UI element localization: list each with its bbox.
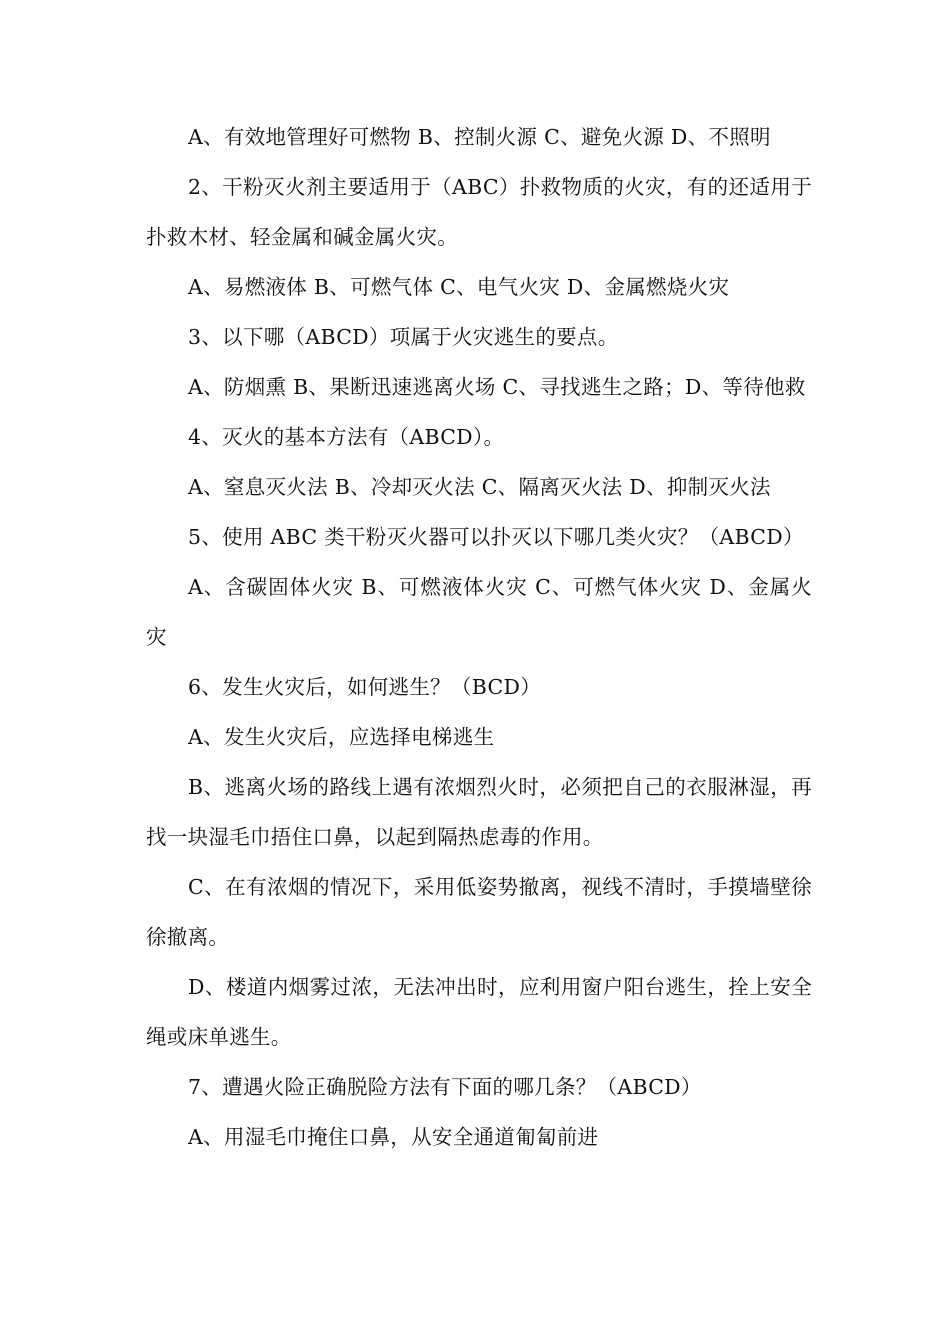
paragraph: 7、遭遇火险正确脱险方法有下面的哪几条？（ABCD）: [188, 1075, 702, 1099]
paragraph: A、发生火灾后，应选择电梯逃生: [188, 725, 495, 749]
paragraph: A、有效地管理好可燃物 B、控制火源 C、避免火源 D、不照明: [188, 125, 771, 149]
paragraph: B、逃离火场的路线上遇有浓烟烈火时，必须把自己的衣服淋湿，再找一块湿毛巾捂住口鼻，以起到隔热虑毒的作用。: [146, 775, 812, 849]
paragraph: A、防烟熏 B、果断迅速逃离火场 C、寻找逃生之路；D、等待他救: [188, 375, 806, 399]
paragraph: A、用湿毛巾掩住口鼻，从安全通道匍匐前进: [188, 1125, 599, 1149]
paragraph: D、楼道内烟雾过浓，无法冲出时，应利用窗户阳台逃生，拴上安全绳或床单逃生。: [146, 975, 812, 1049]
paragraph: 5、使用 ABC 类干粉灭火器可以扑灭以下哪几类火灾？（ABCD）: [188, 525, 804, 549]
paragraph: 6、发生火灾后，如何逃生？（BCD）: [188, 675, 542, 699]
paragraph: 2、干粉灭火剂主要适用于（ABC）扑救物质的火灾，有的还适用于扑救木材、轻金属和碱金属火灾。: [146, 175, 812, 249]
paragraph: A、含碳固体火灾 B、可燃液体火灾 C、可燃气体火灾 D、金属火灾: [146, 575, 812, 649]
paragraph: A、易燃液体 B、可燃气体 C、电气火灾 D、金属燃烧火灾: [188, 275, 730, 299]
paragraph: 4、灭火的基本方法有（ABCD）。: [188, 425, 505, 449]
paragraph: 3、以下哪（ABCD）项属于火灾逃生的要点。: [188, 325, 619, 349]
document-body: [146, 112, 812, 1162]
paragraph: A、窒息灭火法 B、冷却灭火法 C、隔离灭火法 D、抑制灭火法: [188, 475, 771, 499]
paragraph: C、在有浓烟的情况下，采用低姿势撤离，视线不清时，手摸墙壁徐徐撤离。: [146, 875, 812, 949]
